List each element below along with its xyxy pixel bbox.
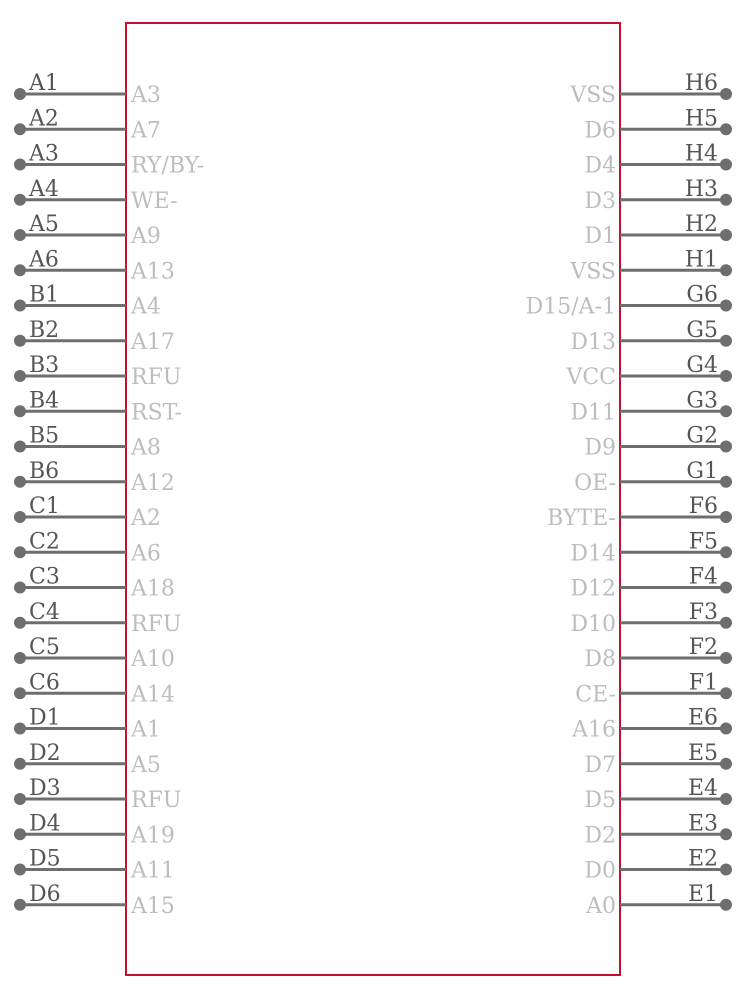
pin-right-F5 xyxy=(570,529,732,566)
pin-name-label: A4 xyxy=(131,294,161,320)
pin-endpoint-dot xyxy=(720,546,732,558)
right-pin-group xyxy=(526,71,732,919)
pin-name-label: A7 xyxy=(131,118,161,144)
pin-right-E5 xyxy=(584,741,732,778)
pin-name-label: VCC xyxy=(566,365,616,390)
pin-name-label: A13 xyxy=(131,259,175,285)
pin-left-A5 xyxy=(14,212,161,249)
pin-right-G1 xyxy=(574,459,732,496)
pin-number-label: D3 xyxy=(29,776,61,801)
pin-endpoint-dot xyxy=(720,828,732,840)
pin-endpoint-dot xyxy=(720,899,732,911)
pin-endpoint-dot xyxy=(720,405,732,417)
pin-name-label: A15 xyxy=(131,893,175,919)
pin-number-label: F2 xyxy=(688,635,718,660)
pin-name-label: RST- xyxy=(131,400,182,426)
pin-endpoint-dot xyxy=(14,687,26,699)
pin-name-label: D7 xyxy=(584,752,616,778)
pin-endpoint-dot xyxy=(14,370,26,382)
pin-number-label: C6 xyxy=(29,670,60,696)
pin-number-label: A1 xyxy=(29,71,59,96)
pin-left-D1 xyxy=(14,706,161,743)
pin-name-label: D1 xyxy=(584,224,616,249)
pin-endpoint-dot xyxy=(14,828,26,840)
pin-right-F4 xyxy=(570,565,732,602)
pin-number-label: E2 xyxy=(687,846,718,872)
pin-name-label: VSS xyxy=(570,83,616,108)
pin-right-H6 xyxy=(569,71,732,108)
pin-number-label: G1 xyxy=(686,458,718,484)
pin-endpoint-dot xyxy=(14,723,26,735)
pin-endpoint-dot xyxy=(720,264,732,276)
pin-right-F6 xyxy=(547,494,732,531)
pin-endpoint-dot xyxy=(720,194,732,206)
pin-name-label: WE- xyxy=(131,188,178,214)
pin-left-D2 xyxy=(14,741,161,778)
pin-name-label: BYTE- xyxy=(547,506,616,531)
pin-name-label: D3 xyxy=(584,188,616,214)
pin-number-label: B2 xyxy=(29,317,60,343)
pin-endpoint-dot xyxy=(14,88,26,100)
pin-name-label: RFU xyxy=(131,788,182,813)
pin-number-label: A5 xyxy=(29,212,59,237)
pin-name-label: D10 xyxy=(570,611,616,637)
pin-name-label: A0 xyxy=(586,893,616,919)
pin-endpoint-dot xyxy=(14,441,26,453)
pin-name-label: D13 xyxy=(570,329,616,355)
pin-name-label: A3 xyxy=(131,83,161,108)
pin-endpoint-dot xyxy=(14,123,26,135)
pin-name-label: D4 xyxy=(584,153,616,179)
pin-right-E4 xyxy=(584,776,732,813)
pin-left-B2 xyxy=(14,318,175,355)
pin-endpoint-dot xyxy=(14,194,26,206)
pin-number-label: H1 xyxy=(684,247,718,273)
pin-number-label: E5 xyxy=(687,740,718,766)
pin-name-label: D12 xyxy=(570,576,616,602)
pin-right-G2 xyxy=(584,424,732,461)
pin-endpoint-dot xyxy=(720,652,732,664)
pin-name-label: A19 xyxy=(131,823,175,849)
pin-left-C1 xyxy=(14,494,161,531)
pin-endpoint-dot xyxy=(14,159,26,171)
pin-number-label: D1 xyxy=(29,705,61,731)
pin-left-C2 xyxy=(14,529,161,566)
pin-name-label: A16 xyxy=(572,717,616,743)
pin-right-G3 xyxy=(570,388,732,425)
pin-endpoint-dot xyxy=(14,300,26,312)
pin-endpoint-dot xyxy=(720,123,732,135)
pin-left-A1 xyxy=(14,71,161,108)
pin-right-H1 xyxy=(569,247,732,284)
pin-right-E6 xyxy=(571,706,732,743)
pin-name-label: A11 xyxy=(131,858,175,884)
pin-number-label: F6 xyxy=(688,494,718,519)
pin-name-label: D11 xyxy=(570,400,616,426)
pin-left-B4 xyxy=(14,388,182,425)
pin-endpoint-dot xyxy=(720,723,732,735)
pin-number-label: E4 xyxy=(687,776,718,801)
pin-number-label: A2 xyxy=(29,106,59,132)
pin-endpoint-dot xyxy=(14,264,26,276)
left-pin-group xyxy=(14,71,204,919)
pin-number-label: C4 xyxy=(29,599,60,625)
pin-left-C3 xyxy=(14,565,175,602)
pin-endpoint-dot xyxy=(720,159,732,171)
pin-name-label: A18 xyxy=(131,576,175,602)
pin-name-label: A6 xyxy=(131,541,161,567)
pin-right-E3 xyxy=(584,811,732,848)
pin-number-label: B3 xyxy=(29,353,60,378)
pin-right-E2 xyxy=(584,847,732,884)
pin-endpoint-dot xyxy=(720,758,732,770)
pin-number-label: C2 xyxy=(29,529,60,555)
pin-name-label: A1 xyxy=(131,717,161,743)
pin-endpoint-dot xyxy=(720,88,732,100)
pin-endpoint-dot xyxy=(14,582,26,594)
pin-left-B6 xyxy=(14,459,175,496)
pin-endpoint-dot xyxy=(14,476,26,488)
pin-endpoint-dot xyxy=(14,864,26,876)
pin-name-label: A17 xyxy=(131,329,175,355)
pin-name-label: D8 xyxy=(584,647,616,672)
pin-number-label: D2 xyxy=(29,740,61,766)
pin-number-label: F4 xyxy=(688,564,718,590)
pin-number-label: D5 xyxy=(29,846,61,872)
pin-endpoint-dot xyxy=(14,652,26,664)
pin-number-label: C1 xyxy=(29,494,60,519)
pin-name-label: D6 xyxy=(584,118,616,144)
pin-endpoint-dot xyxy=(14,793,26,805)
pin-right-G6 xyxy=(526,283,732,320)
pin-name-label: A14 xyxy=(131,682,175,708)
pin-number-label: E6 xyxy=(687,705,718,731)
pin-left-A6 xyxy=(14,247,175,284)
pin-number-label: E3 xyxy=(687,811,718,837)
pin-endpoint-dot xyxy=(720,229,732,241)
pin-name-label: RFU xyxy=(131,365,182,390)
pin-number-label: D6 xyxy=(29,881,61,907)
pin-name-label: D0 xyxy=(584,858,616,884)
pin-name-label: D2 xyxy=(584,823,616,849)
pin-number-label: B4 xyxy=(29,388,60,414)
pin-left-B5 xyxy=(14,424,161,461)
pin-endpoint-dot xyxy=(720,370,732,382)
pin-right-F2 xyxy=(584,635,732,672)
pin-number-label: B6 xyxy=(29,458,60,484)
pin-left-A4 xyxy=(14,177,178,214)
pin-number-label: A3 xyxy=(29,141,59,167)
pin-name-label: A10 xyxy=(131,647,175,672)
pin-number-label: A6 xyxy=(29,247,59,273)
pin-number-label: C5 xyxy=(29,635,60,660)
pin-left-A2 xyxy=(14,106,161,143)
pin-endpoint-dot xyxy=(720,617,732,629)
pin-number-label: H4 xyxy=(684,141,718,167)
pin-endpoint-dot xyxy=(14,617,26,629)
pin-left-C5 xyxy=(14,635,175,672)
pin-endpoint-dot xyxy=(720,582,732,594)
pin-endpoint-dot xyxy=(14,335,26,347)
pin-endpoint-dot xyxy=(14,758,26,770)
pin-endpoint-dot xyxy=(720,793,732,805)
pin-number-label: H3 xyxy=(684,176,718,202)
pin-left-D5 xyxy=(14,847,175,884)
pin-number-label: F5 xyxy=(688,529,718,555)
pin-number-label: H5 xyxy=(684,106,718,132)
pin-name-label: OE- xyxy=(574,470,616,496)
pin-number-label: B5 xyxy=(29,423,60,449)
pin-number-label: C3 xyxy=(29,564,60,590)
pin-right-F1 xyxy=(575,670,732,707)
pin-endpoint-dot xyxy=(14,546,26,558)
pin-number-label: G6 xyxy=(686,282,718,308)
pin-endpoint-dot xyxy=(14,405,26,417)
pin-number-label: H6 xyxy=(684,71,718,96)
pin-number-label: F3 xyxy=(688,599,718,625)
pin-number-label: G3 xyxy=(686,388,718,414)
pin-right-H4 xyxy=(584,142,732,179)
pin-left-D3 xyxy=(14,776,181,813)
pin-name-label: A2 xyxy=(131,506,161,531)
pin-name-label: CE- xyxy=(575,682,616,708)
pin-name-label: D15/A-1 xyxy=(525,294,616,320)
pin-right-G4 xyxy=(565,353,732,390)
pin-right-F3 xyxy=(570,600,732,637)
pin-name-label: D5 xyxy=(584,788,616,813)
pin-endpoint-dot xyxy=(720,864,732,876)
pin-name-label: VSS xyxy=(570,259,616,285)
pin-number-label: H2 xyxy=(684,212,718,237)
pin-right-E1 xyxy=(585,882,732,919)
pin-number-label: G5 xyxy=(686,317,718,343)
pin-left-B3 xyxy=(14,353,181,390)
pin-number-label: G2 xyxy=(686,423,718,449)
pin-name-label: D9 xyxy=(584,435,616,461)
pin-left-A3 xyxy=(14,142,204,179)
pin-number-label: B1 xyxy=(29,282,60,308)
pin-name-label: A5 xyxy=(131,752,161,778)
pin-endpoint-dot xyxy=(720,687,732,699)
pin-left-D4 xyxy=(14,811,175,848)
pin-right-H5 xyxy=(584,106,732,143)
pin-left-B1 xyxy=(14,283,161,320)
pin-endpoint-dot xyxy=(14,899,26,911)
pin-name-label: RFU xyxy=(131,611,182,637)
pin-right-G5 xyxy=(570,318,732,355)
pin-endpoint-dot xyxy=(720,335,732,347)
pin-name-label: D14 xyxy=(570,541,616,567)
pin-number-label: A4 xyxy=(29,176,59,202)
pin-number-label: G4 xyxy=(686,353,718,378)
pin-name-label: A8 xyxy=(131,435,161,461)
pin-name-label: A9 xyxy=(131,224,161,249)
pin-endpoint-dot xyxy=(14,229,26,241)
pin-left-C4 xyxy=(14,600,181,637)
pin-right-H3 xyxy=(584,177,732,214)
pin-endpoint-dot xyxy=(720,441,732,453)
pin-number-label: F1 xyxy=(688,670,718,696)
pin-name-label: A12 xyxy=(131,470,175,496)
pin-number-label: D4 xyxy=(29,811,61,837)
pin-name-label: RY/BY- xyxy=(131,153,205,179)
pin-right-H2 xyxy=(584,212,732,249)
pin-endpoint-dot xyxy=(720,476,732,488)
pin-left-D6 xyxy=(14,882,175,919)
pin-endpoint-dot xyxy=(14,511,26,523)
pin-left-C6 xyxy=(14,670,175,707)
pin-endpoint-dot xyxy=(720,511,732,523)
pin-endpoint-dot xyxy=(720,300,732,312)
pin-number-label: E1 xyxy=(687,881,718,907)
